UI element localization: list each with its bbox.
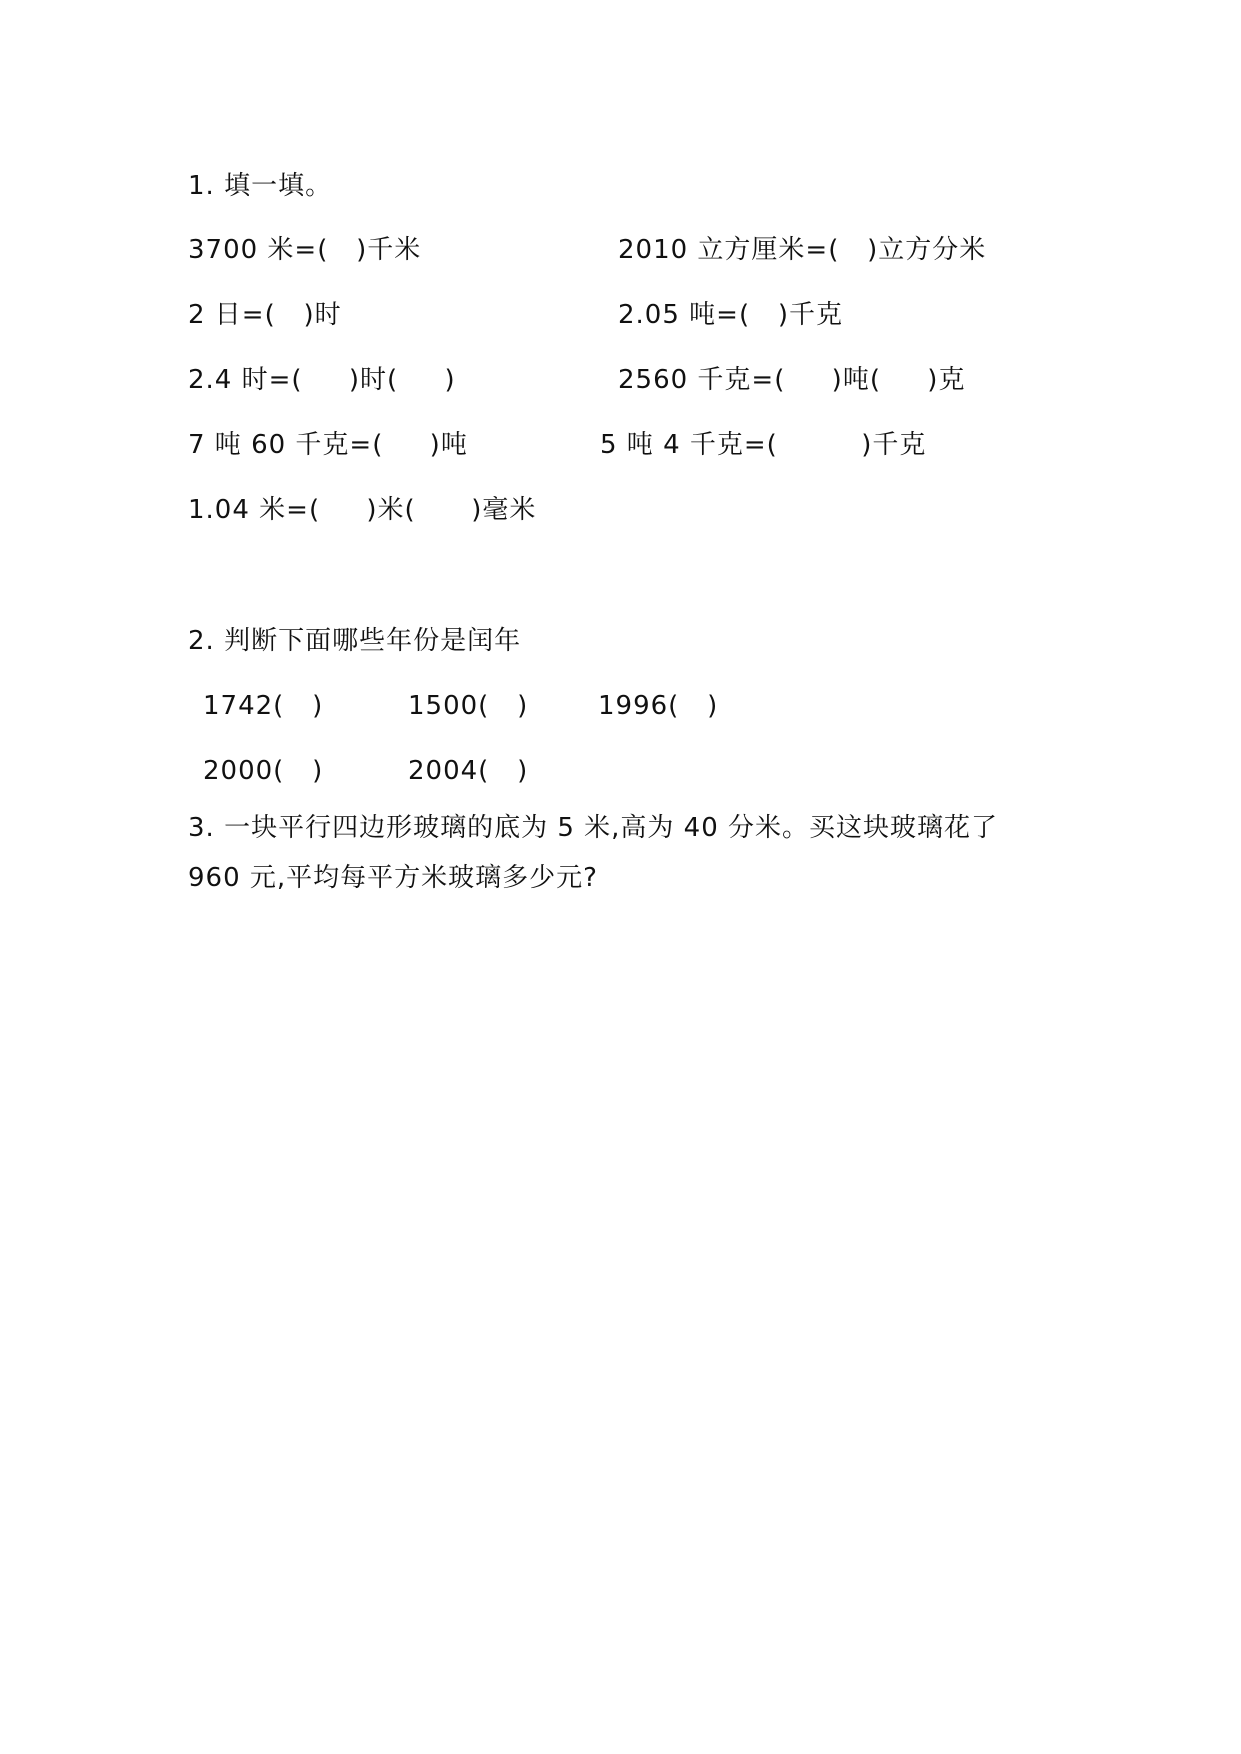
q1-item: 2560 千克=( )吨( )克 <box>618 365 966 395</box>
q1-item: 5 吨 4 千克=( )千克 <box>600 430 927 460</box>
q2-title: 2. 判断下面哪些年份是闰年 <box>188 626 522 656</box>
q2-year: 2004( ) <box>408 756 529 786</box>
q1-item: 2010 立方厘米=( )立方分米 <box>618 235 987 265</box>
q2-year: 1742( ) <box>203 691 324 721</box>
q1-item: 2.05 吨=( )千克 <box>618 300 844 330</box>
q1-item: 1.04 米=( )米( )毫米 <box>188 495 537 525</box>
q2-year: 1500( ) <box>408 691 529 721</box>
q1-title: 1. 填一填。 <box>188 171 333 201</box>
q2-year: 1996( ) <box>598 691 719 721</box>
q1-item: 3700 米=( )千米 <box>188 235 422 265</box>
q1-item: 2.4 时=( )时( ) <box>188 365 456 395</box>
q2-year: 2000( ) <box>203 756 324 786</box>
q1-item: 7 吨 60 千克=( )吨 <box>188 430 468 460</box>
q3-text-line2: 960 元,平均每平方米玻璃多少元? <box>188 863 598 893</box>
q3-text-line1: 3. 一块平行四边形玻璃的底为 5 米,高为 40 分米。买这块玻璃花了 <box>188 813 999 843</box>
q1-item: 2 日=( )时 <box>188 300 342 330</box>
